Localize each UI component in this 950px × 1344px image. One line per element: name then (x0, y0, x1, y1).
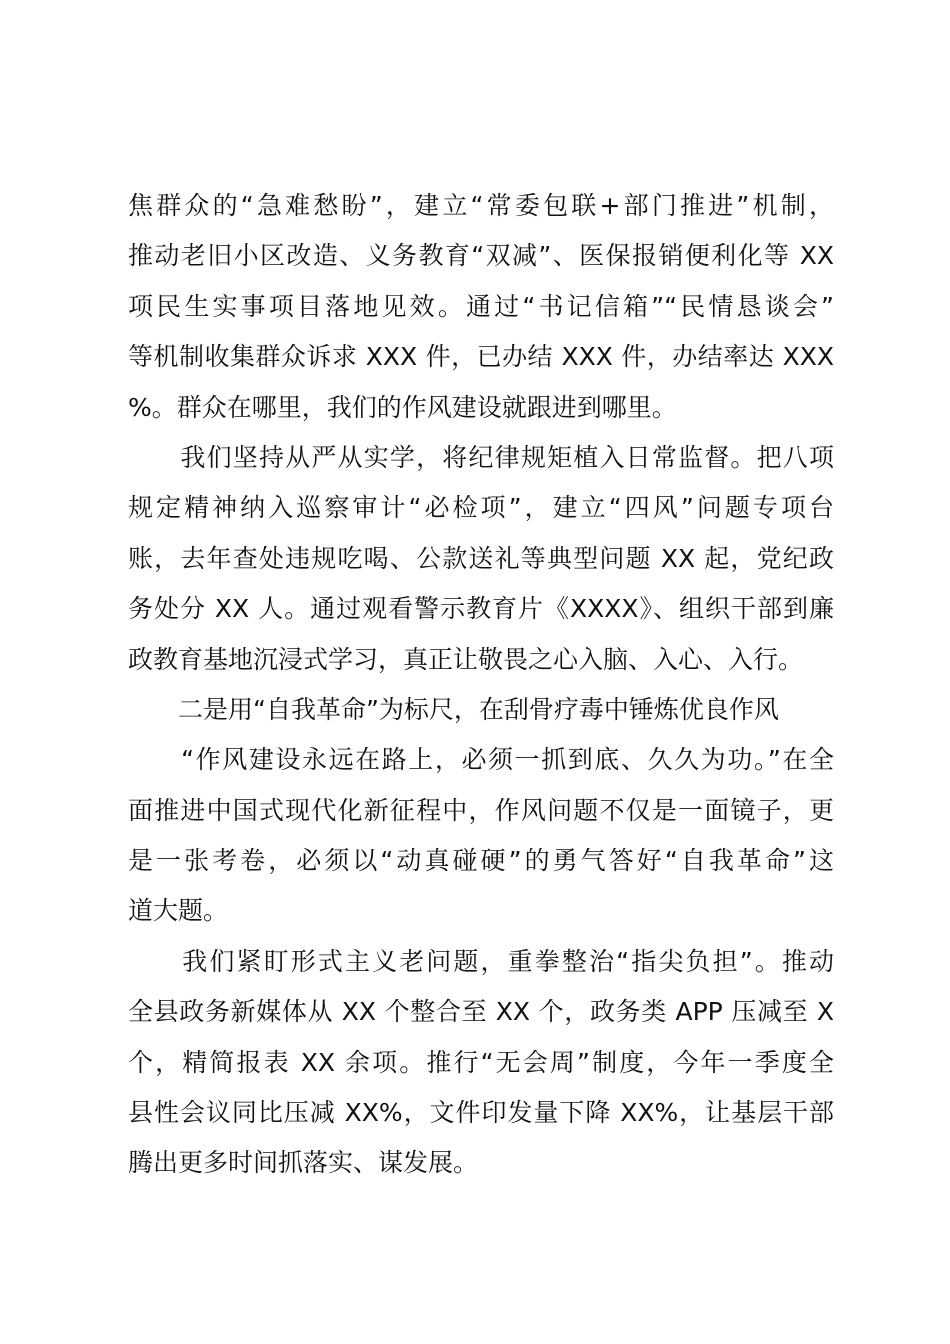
text-line: 账，去年查处违规吃喝、公款送礼等典型问题 XX 起，党纪政 (128, 543, 834, 573)
paragraph (128, 433, 834, 685)
heading-line: 二是用“自我革命”为标尺，在刮骨疗毒中锤炼优良作风 (128, 694, 779, 724)
text-line: 个，精简报表 XX 余项。推行“无会周”制度，今年一季度全 (128, 1047, 834, 1077)
text-line: 县性会议同比压减 XX%，文件印发量下降 XX%，让基层干部 (128, 1098, 834, 1128)
text-line: 道大题。 (128, 896, 229, 926)
body-text (128, 181, 834, 1189)
section-heading (128, 685, 834, 735)
text-line: 腾出更多时间抓落实、谋发展。 (128, 1148, 479, 1178)
text-line: 推动老旧小区改造、义务教育“双减”、医保报销便利化等 XX (128, 241, 834, 271)
text-line: “作风建设永远在路上，必须一抓到底、久久为功。”在全 (128, 745, 834, 775)
text-line: 等机制收集群众诉求 XXX 件，已办结 XXX 件，办结率达 XXX (128, 342, 834, 372)
paragraph (128, 735, 834, 937)
paragraph (128, 937, 834, 1189)
text-line: 我们紧盯形式主义老问题，重拳整治“指尖负担”。推动 (128, 946, 834, 976)
text-line: 面推进中国式现代化新征程中，作风问题不仅是一面镜子，更 (128, 795, 834, 825)
text-line: 政教育基地沉浸式学习，真正让敬畏之心入脑、入心、入行。 (128, 644, 804, 674)
text-line: 焦群众的“急难愁盼”，建立“常委包联+部门推进”机制， (128, 191, 834, 220)
paragraph (128, 181, 834, 433)
text-line: %。群众在哪里，我们的作风建设就跟进到哪里。 (128, 392, 677, 422)
text-line: 是一张考卷，必须以“动真碰硬”的勇气答好“自我革命”这 (128, 846, 834, 876)
text-line: 项民生实事项目落地见效。通过“书记信箱”“民情恳谈会” (128, 291, 834, 321)
text-line: 全县政务新媒体从 XX 个整合至 XX 个，政务类 APP 压减至 X (128, 997, 834, 1027)
text-line: 我们坚持从严从实学，将纪律规矩植入日常监督。把八项 (128, 442, 834, 472)
text-line: 务处分 XX 人。通过观看警示教育片《XXXX》、组织干部到廉 (128, 594, 834, 624)
text-line: 规定精神纳入巡察审计“必检项”，建立“四风”问题专项台 (128, 493, 834, 523)
